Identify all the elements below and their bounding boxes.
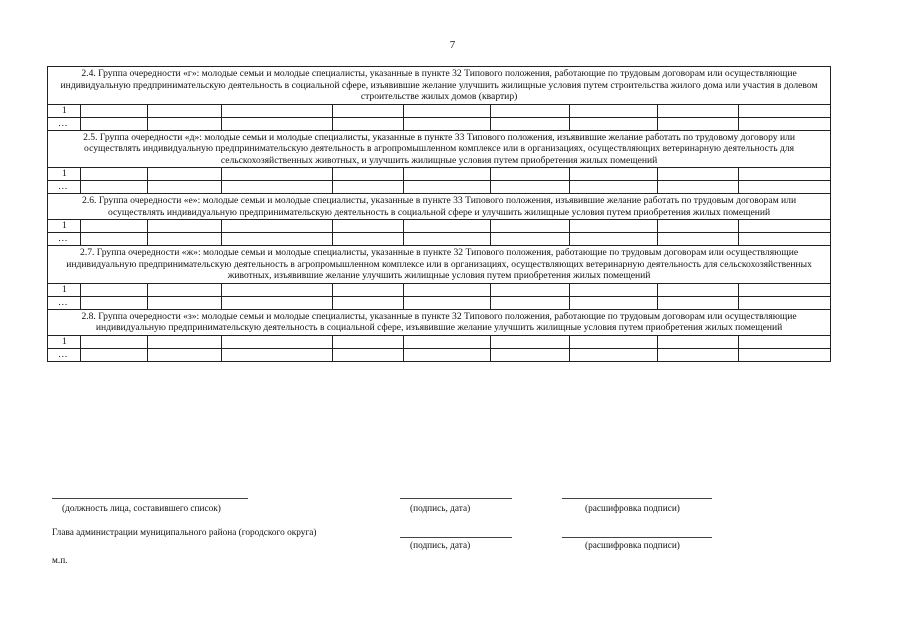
table-row-label: 1 [48,283,81,296]
section-heading: 2.6. Группа очередности «е»: молодые семьи и молодые специалисты, указанные в пункте 33 Типового положения, изъявившие желание работать по трудовым договорам или осуществлять индивидуальную предпринимательскую деятельность в социальной сфере и улучшить жилищные условия путем приобретения жилых помещений [48,194,831,220]
table-row-continuation [48,181,831,194]
table-cell [404,117,491,130]
section-heading-row [48,130,831,168]
table-cell [570,168,658,181]
decoding-line [562,498,712,499]
section-heading: 2.7. Группа очередности «ж»: молодые семьи и молодые специалисты, указанные в пункте 32 Типового положения, работающие по трудовым договорам или осуществляющие индивидуальную предпринимательскую деятельность в агропромышленном комплексе или в организациях, осуществляющих ветеринарную деятельность для сельскохозяйственных животных, изъявившие желание улучшить жилищные условия путем приобретения жилых помещений [48,246,831,284]
table-cell [81,220,148,233]
table-cell [491,233,570,246]
table-cell [148,181,222,194]
section-heading-row [48,194,831,220]
table-cell [222,335,333,348]
table-cell [81,348,148,361]
queue-table [47,66,831,362]
table-cell [333,283,404,296]
table-cell [658,181,739,194]
table-cell [491,335,570,348]
table-cell [333,181,404,194]
table-row-continuation-label: … [48,117,81,130]
table-row-continuation [48,233,831,246]
table-cell [570,233,658,246]
table-cell [570,220,658,233]
table-cell [222,104,333,117]
table-row [48,168,831,181]
table-cell [739,104,831,117]
table-cell [491,283,570,296]
signature-date-caption: (подпись, дата) [410,504,471,514]
table-cell [658,348,739,361]
table-cell [404,283,491,296]
table-cell [81,104,148,117]
signature-line-2 [400,537,512,538]
table-cell [491,220,570,233]
table-cell [491,181,570,194]
table-row [48,335,831,348]
table-cell [222,168,333,181]
signature-decoding-caption-2: (расшифровка подписи) [585,541,680,551]
table-cell [148,117,222,130]
table-cell [81,168,148,181]
table-cell [333,233,404,246]
table-cell [658,283,739,296]
table-cell [148,335,222,348]
table-cell [148,283,222,296]
table-row [48,104,831,117]
table-cell [148,296,222,309]
table-cell [222,117,333,130]
position-caption: (должность лица, составившего список) [62,504,221,514]
table-cell [404,104,491,117]
table-cell [404,335,491,348]
table-cell [333,335,404,348]
table-cell [658,117,739,130]
table-cell [570,181,658,194]
table-cell [404,168,491,181]
table-cell [404,181,491,194]
table-cell [81,283,148,296]
table-cell [404,348,491,361]
table-cell [658,220,739,233]
signature-decoding-caption: (расшифровка подписи) [585,504,680,514]
table-cell [222,220,333,233]
table-row-continuation-label: … [48,181,81,194]
table-cell [658,168,739,181]
table-row-continuation-label: … [48,296,81,309]
head-title: Глава администрации муниципального района (городского округа) [52,528,317,538]
table-cell [222,348,333,361]
table-row-continuation [48,348,831,361]
section-heading: 2.8. Группа очередности «з»: молодые семьи и молодые специалисты, указанные в пункте 32 Типового положения, работающие по трудовым договорам или осуществляющие индивидуальную предпринимательскую деятельность в социальной сфере, изъявившие желание улучшить жилищные условия путем приобретения жилых помещений [48,309,831,335]
table-cell [148,104,222,117]
table-row-label: 1 [48,168,81,181]
table-row-continuation [48,296,831,309]
table-cell [739,181,831,194]
table-cell [658,296,739,309]
table-cell [739,335,831,348]
section-heading: 2.4. Группа очередности «г»: молодые семьи и молодые специалисты, указанные в пункте 32 Типового положения, работающие по трудовым договорам или осуществляющие индивидуальную предпринимательскую деятельность в социальной сфере, изъявившие желание улучшить жилищные условия путем строительства жилого дома или участия в долевом строительстве жилых домов (квартир) [48,67,831,105]
table-cell [570,283,658,296]
table-cell [739,283,831,296]
table-cell [491,117,570,130]
table-row-label: 1 [48,220,81,233]
table-cell [658,335,739,348]
table-cell [222,233,333,246]
table-cell [570,117,658,130]
table-cell [81,181,148,194]
table-cell [658,104,739,117]
table-cell [739,117,831,130]
table-cell [404,233,491,246]
table-row-continuation-label: … [48,233,81,246]
position-line [52,498,248,499]
table-row [48,220,831,233]
table-cell [333,220,404,233]
table-cell [333,168,404,181]
table-cell [739,220,831,233]
table-row-continuation-label: … [48,348,81,361]
table-row-label: 1 [48,335,81,348]
table-cell [81,335,148,348]
table-cell [148,348,222,361]
section-heading-row [48,67,831,105]
table-cell [333,348,404,361]
table-cell [739,168,831,181]
decoding-line-2 [562,537,712,538]
table-cell [570,348,658,361]
table-cell [658,233,739,246]
table-cell [222,181,333,194]
table-cell [81,233,148,246]
table-cell [739,348,831,361]
table-cell [404,296,491,309]
table-cell [148,168,222,181]
signature-date-caption-2: (подпись, дата) [410,541,471,551]
table-row [48,283,831,296]
table-cell [570,335,658,348]
table-cell [148,233,222,246]
table-row-label: 1 [48,104,81,117]
table-cell [739,233,831,246]
table-cell [491,296,570,309]
table-row-continuation [48,117,831,130]
table-cell [739,296,831,309]
table-cell [404,220,491,233]
table-cell [491,104,570,117]
section-heading: 2.5. Группа очередности «д»: молодые семьи и молодые специалисты, указанные в пункте 33 Типового положения, изъявившие желание работать по трудовому договору или осуществлять индивидуальную предпринимательскую деятельность в агропромышленном комплексе или в организациях, осуществляющих ветеринарную деятельность для сельскохозяйственных животных, и улучшить жилищные условия путем приобретения жилых помещений [48,130,831,168]
table-cell [81,117,148,130]
seal-mark: м.п. [52,556,68,566]
table-cell [333,104,404,117]
table-cell [570,296,658,309]
table-cell [333,117,404,130]
page-number: 7 [449,39,456,51]
table-cell [148,220,222,233]
section-heading-row [48,309,831,335]
section-heading-row [48,246,831,284]
table-cell [222,283,333,296]
table-cell [333,296,404,309]
table-cell [222,296,333,309]
table-cell [491,348,570,361]
table-cell [491,168,570,181]
table-cell [570,104,658,117]
table-cell [81,296,148,309]
signature-line [400,498,512,499]
